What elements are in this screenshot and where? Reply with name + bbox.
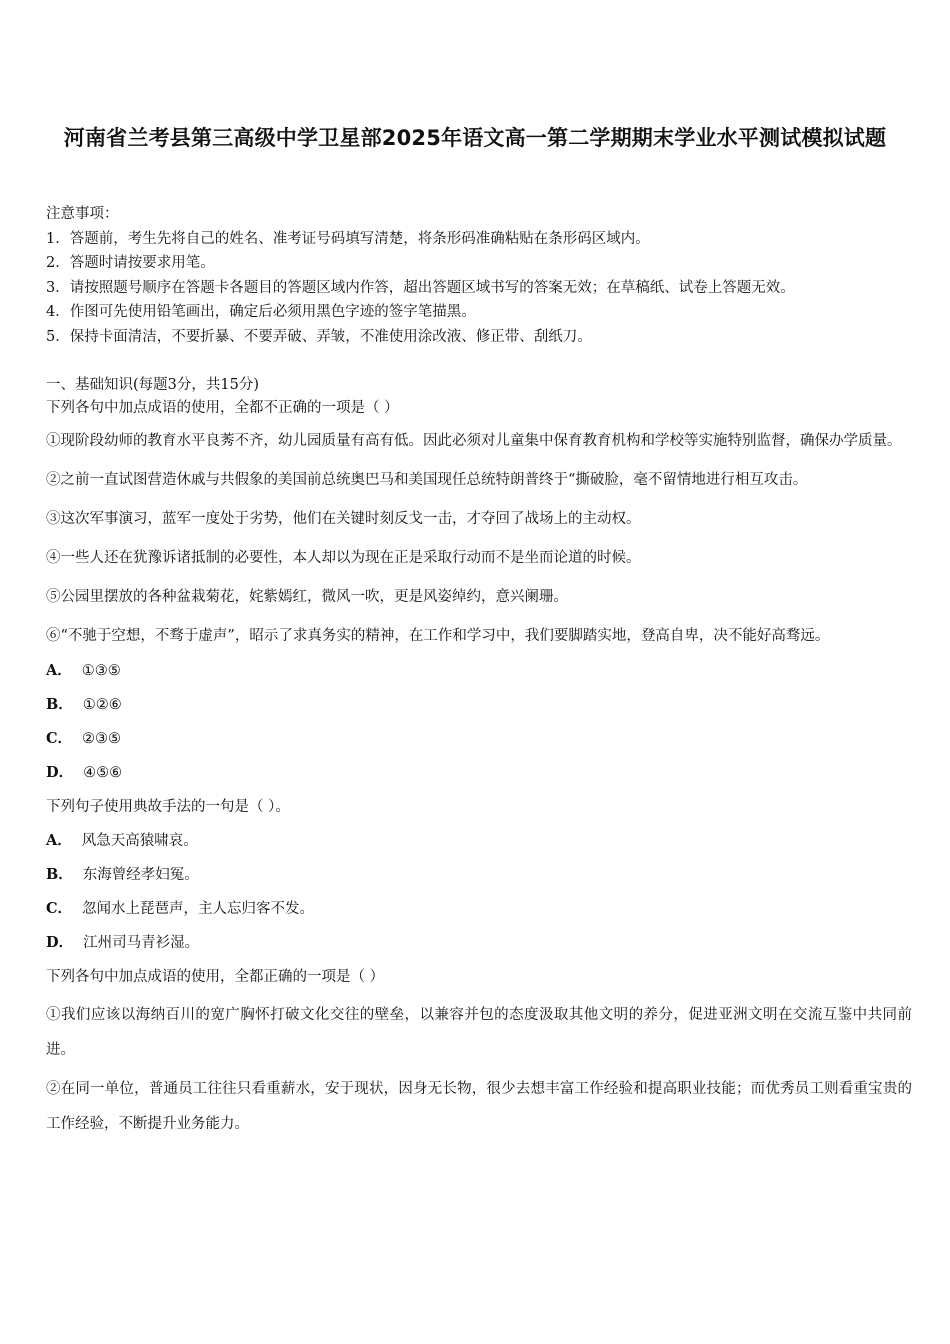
question-1-option-a <box>46 654 912 688</box>
question-1-option-b <box>46 688 912 722</box>
question-1-item: ③这次军事演习，蓝军一度处于劣势，他们在关键时刻反戈一击，才夺回了战场上的主动权。 <box>46 511 641 527</box>
question-1-item: ⑤公园里摆放的各种盆栽菊花，姹紫嫣红，微风一吹，更是风姿绰约，意兴阑珊。 <box>46 589 568 605</box>
question-1-item: ④一些人还在犹豫诉诸抵制的必要性，本人却以为现在正是采取行动而不是坐而论道的时候。 <box>46 550 641 566</box>
question-1-item: ①现阶段幼师的教育水平良莠不齐，幼儿园质量有高有低。因此必须对儿童集中保育教育机构和学校等实施特别监督，确保办学质量。 <box>46 433 902 449</box>
note-item: 1．答题前，考生先将自己的姓名、准考证号码填写清楚，将条形码准确粘贴在条形码区域内。 <box>46 230 650 247</box>
option-text: ①②⑥ <box>82 697 122 713</box>
note-item: 2．答题时请按要求用笔。 <box>46 255 215 272</box>
question-1-item: ②之前一直试图营造休戚与共假象的美国前总统奥巴马和美国现任总统特朗普终于“撕破脸，毫不留情地进行相互攻击。 <box>46 472 808 488</box>
question-2-option-a <box>46 824 912 858</box>
document-title: 河南省兰考县第三高级中学卫星部2025年语文高一第二学期期末学业水平测试模拟试题 <box>63 126 887 150</box>
question-1-option-c <box>46 722 912 756</box>
question-3-item: ①我们应该以海纳百川的宽广胸怀打破文化交往的壁垒，以兼容并包的态度汲取其他文明的养分，促进亚洲文明在交流互鉴中共同前进。 <box>46 1007 912 1058</box>
option-letter: C． <box>46 730 73 747</box>
option-letter: B． <box>46 696 73 713</box>
question-3-item: ②在同一单位，普通员工往往只看重薪水，安于现状，因身无长物，很少去想丰富工作经验和提高职业技能；而优秀员工则看重宝贵的工作经验，不断提升业务能力。 <box>46 1081 912 1132</box>
question-2-stem: 下列句子使用典故手法的一句是（ ）。 <box>46 799 290 815</box>
option-text: ④⑤⑥ <box>83 765 123 781</box>
option-letter: D． <box>46 934 74 951</box>
exam-notes <box>46 202 916 350</box>
option-letter: A． <box>46 662 72 679</box>
option-text: 忽闻水上琵琶声，主人忘归客不发。 <box>82 901 315 917</box>
question-2-option-c <box>46 892 912 926</box>
section-heading: 一、基础知识(每题3分，共15分) <box>46 377 259 393</box>
note-item: 3．请按照题号顺序在答题卡各题目的答题区域内作答，超出答题区域书写的答案无效；在草稿纸、试卷上答题无效。 <box>46 279 795 296</box>
option-text: 风急天高猿啸哀。 <box>81 833 198 849</box>
question-1-stem: 下列各句中加点成语的使用，全都不正确的一项是（ ） <box>46 400 399 416</box>
option-text: 江州司马青衫湿。 <box>83 935 200 951</box>
question-2-option-b <box>46 858 912 892</box>
question-3-stem: 下列各句中加点成语的使用，全都正确的一项是（ ） <box>46 969 385 985</box>
option-text: ②③⑤ <box>82 731 122 747</box>
option-letter: A． <box>46 832 72 849</box>
question-1-item: ⑥“不驰于空想，不骛于虚声”，昭示了求真务实的精神，在工作和学习中，我们要脚踏实地，登高自卑，决不能好高骛远。 <box>46 628 830 644</box>
note-item: 5．保持卡面清洁，不要折暴、不要弄破、弄皱，不准使用涂改液、修正带、刮纸刀。 <box>46 328 592 345</box>
option-letter: D． <box>46 764 74 781</box>
option-text: 东海曾经孝妇冤。 <box>82 867 199 883</box>
question-1-option-d <box>46 756 912 790</box>
option-text: ①③⑤ <box>81 663 121 679</box>
option-letter: B． <box>46 866 73 883</box>
option-letter: C． <box>46 900 73 917</box>
exam-content <box>46 374 912 1142</box>
note-item: 4．作图可先使用铅笔画出，确定后必须用黑色字迹的签字笔描黑。 <box>46 304 476 321</box>
notes-heading: 注意事项： <box>46 206 119 222</box>
question-2-option-d <box>46 926 912 960</box>
